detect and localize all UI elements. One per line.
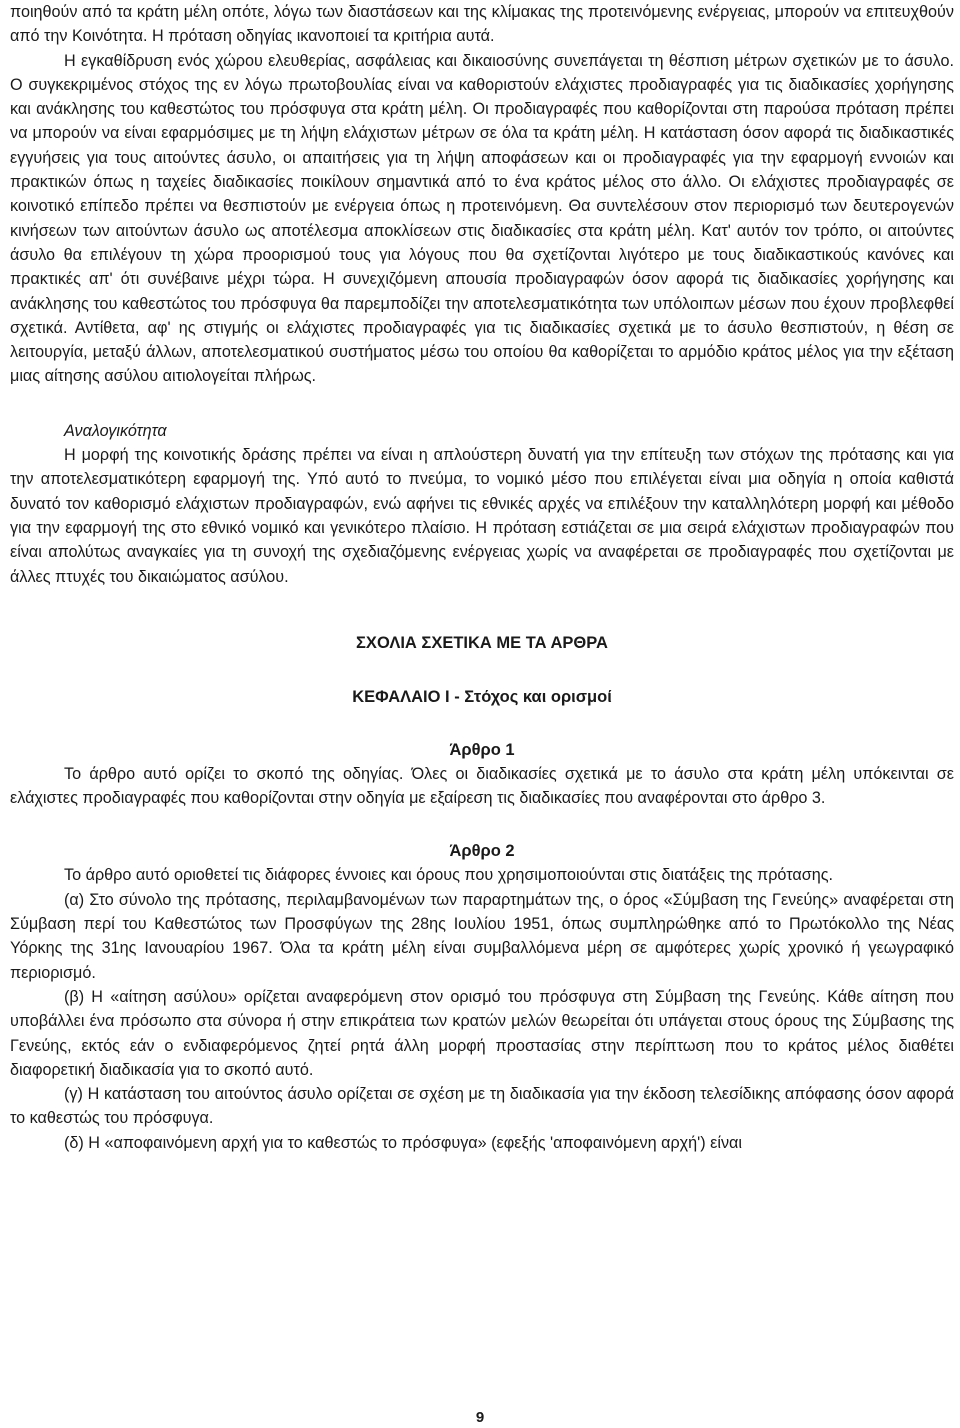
article-2-heading: Άρθρο 2 xyxy=(449,842,515,861)
comments-heading: ΣΧΟΛΙΑ ΣΧΕΤΙΚΑ ΜΕ ΤΑ ΑΡΘΡΑ xyxy=(356,633,608,652)
article-1-heading: Άρθρο 1 xyxy=(449,740,515,759)
proportionality-text: Η μορφή της κοινοτικής δράσης πρέπει να είναι η απλούστερη δυνατή για την επίτευξη των στόχων της πρότασης και για την αποτελεσματικότερη εφαρμογή της. Υπό αυτό το πνεύμα, το νομικό μέσο που επιλέγεται είναι μια οδηγία η οποία καθιστά δυνατό τον καθορισμό ελάχιστων προδιαγραφών, ενώ αφήνει τις εθνικές αρχές να επιλέξουν την καταλληλότερη μορφή και μέθοδο για την εφαρμογή της στο εθνικό νομικό και γενικότερο πλαίσιο. Η πρόταση εστιάζεται σε μια σειρά ελάχιστων προδιαγραφών που είναι απολύτως αναγκαίες για τη συνοχή της σχεδιαζόμενης ενέργειας χωρίς να αναφέρεται σε προδιαγραφές που σχετίζονται με άλλες πτυχές του δικαιώματος ασύλου. xyxy=(10,446,954,586)
paragraph-intro: ποιηθούν από τα κράτη μέλη οπότε, λόγω των διαστάσεων και της κλίμακας της προτεινόμενης ενέργειας, μπορούν να επιτευχθούν από την Κοινότητα. Η πρόταση οδηγίας ικανοποιεί τα κριτήρια αυτά. xyxy=(10,3,954,46)
chapter-heading: ΚΕΦΑΛΑΙΟ Ι - Στόχος και ορισμοί xyxy=(352,687,612,706)
article-2-point-a: (α) Στο σύνολο της πρότασης, περιλαμβανομένων των παραρτημάτων της, ο όρος «Σύμβαση της Γενεύης» αναφέρεται στη Σύμβαση περί του Καθεστώτος των Προσφύγων της 28ης Ιουλίου 1951, όπως συμπληρώθηκε από το Πρωτόκολλο της Νέας Υόρκης της 31ης Ιανουαρίου 1967. Όλα τα κράτη μέλη είναι συμβαλλόμενα μέρη σε αμφότερες χωρίς χρονικό ή γεωγραφικό περιορισμό. xyxy=(10,890,954,982)
article-2-point-b: (β) Η «αίτηση ασύλου» ορίζεται αναφερόμενη στον ορισμό του πρόσφυγα στη Σύμβαση της Γενεύης. Κάθε αίτηση που υποβάλλει ένα πρόσωπο στα σύνορα ή στην επικράτεια των κρατών μελών θεωρείται ότι υπάγεται στους όρους της Σύμβασης της Γενεύης, εκτός εάν ο ενδιαφερόμενος ζητεί ρητά άλλη μορφή προστασίας στην περίπτωση που το κράτος μέλος διαθέτει διαφορετική διαδικασία για το σκοπό αυτό. xyxy=(10,987,954,1079)
paragraph-freedom-security: Η εγκαθίδρυση ενός χώρου ελευθερίας, ασφάλειας και δικαιοσύνης συνεπάγεται τη θέσπιση μέτρων σχετικών με το άσυλο. Ο συγκεκριμένος στόχος της εν λόγω πρωτοβουλίας είναι να καθοριστούν ελάχιστες προδιαγραφές για τις διαδικασίες χορήγησης και ανάκλησης του καθεστώτος του πρόσφυγα στα κράτη μέλη. Οι προδιαγραφές που καθορίζονται στη παρούσα πρόταση πρέπει να μπορούν να είναι εφαρμόσιμες με τη λήψη ελάχιστων μέτρων σε όλα τα κράτη μέλη. Η κατάσταση όσον αφορά τις διαδικαστικές εγγυήσεις για τους αιτούντες άσυλο, οι απαιτήσεις για τη λήψη αποφάσεων και οι προδιαγραφές για την εφαρμογή εννοιών και πρακτικών όπως η ταχείες διαδικασίες ποικίλουν σημαντικά από το ένα κράτος μέλος στο άλλο. Οι ελάχιστες προδιαγραφές σε κοινοτικό επίπεδο πρέπει να θεσπιστούν με ενέργεια όπως η προτεινόμενη. Θα συντελέσουν στον περιορισμό των δευτερογενών κινήσεων των αιτούντων άσυλο ως αποτέλεσμα αποκλίσεων στις διαδικασίες στα κράτη μέλη. Κατ' αυτόν τον τρόπο, οι αιτούντες άσυλο θα επιλέγουν τη χώρα προορισμού τους για λόγους που θα σχετίζονται λιγότερο με τους διαδικαστικούς κανόνες και πρακτικές απ' ότι συνέβαινε μέχρι τώρα. Η συνεχιζόμενη απουσία προδιαγραφών όσον αφορά τις διαδικασίες χορήγησης και ανάκλησης του καθεστώτος του πρόσφυγα θα παρεμποδίζει την αποτελεσματικότητα των υπόλοιπων μέσων που έχουν προβλεφθεί σχετικά. Αντίθετα, αφ' ης στιγμής οι ελάχιστες προδιαγραφές για τις διαδικασίες σχετικά με το άσυλο θεσπιστούν, η θέση σε λειτουργία, μεταξύ άλλων, αποτελεσματικού συστήματος μέσω του οποίου θα καθορίζεται το αρμόδιο κράτος μέλος για την εξέταση μιας αίτησης ασύλου αιτιολογείται πλήρως. xyxy=(10,51,954,386)
article-2-intro: Το άρθρο αυτό οριοθετεί τις διάφορες έννοιες και όρους που χρησιμοποιούνται στις διατάξεις της πρότασης. xyxy=(64,866,834,885)
article-2-point-c: (γ) Η κατάσταση του αιτούντος άσυλο ορίζεται σε σχέση με τη διαδικασία για την έκδοση τελεσίδικης απόφασης όσον αφορά το καθεστώς του πρόσφυγα. xyxy=(10,1085,954,1128)
proportionality-heading: Αναλογικότητα xyxy=(64,421,167,440)
document-page xyxy=(10,0,954,1155)
article-1-text: Το άρθρο αυτό ορίζει το σκοπό της οδηγίας. Όλες οι διαδικασίες σχετικά με το άσυλο στα κράτη μέλη υπόκεινται σε ελάχιστες προδιαγραφές που καθορίζονται στην οδηγία με εξαίρεση τις διαδικασίες που αναφέρονται στο άρθρο 3. xyxy=(10,764,954,808)
page-number: 9 xyxy=(475,1409,485,1426)
proportionality-section xyxy=(10,419,954,443)
article-2-point-d: (δ) Η «αποφαινόμενη αρχή για το καθεστώς το πρόσφυγα» (εφεξής 'αποφαινόμενη αρχή') είναι xyxy=(64,1133,742,1152)
